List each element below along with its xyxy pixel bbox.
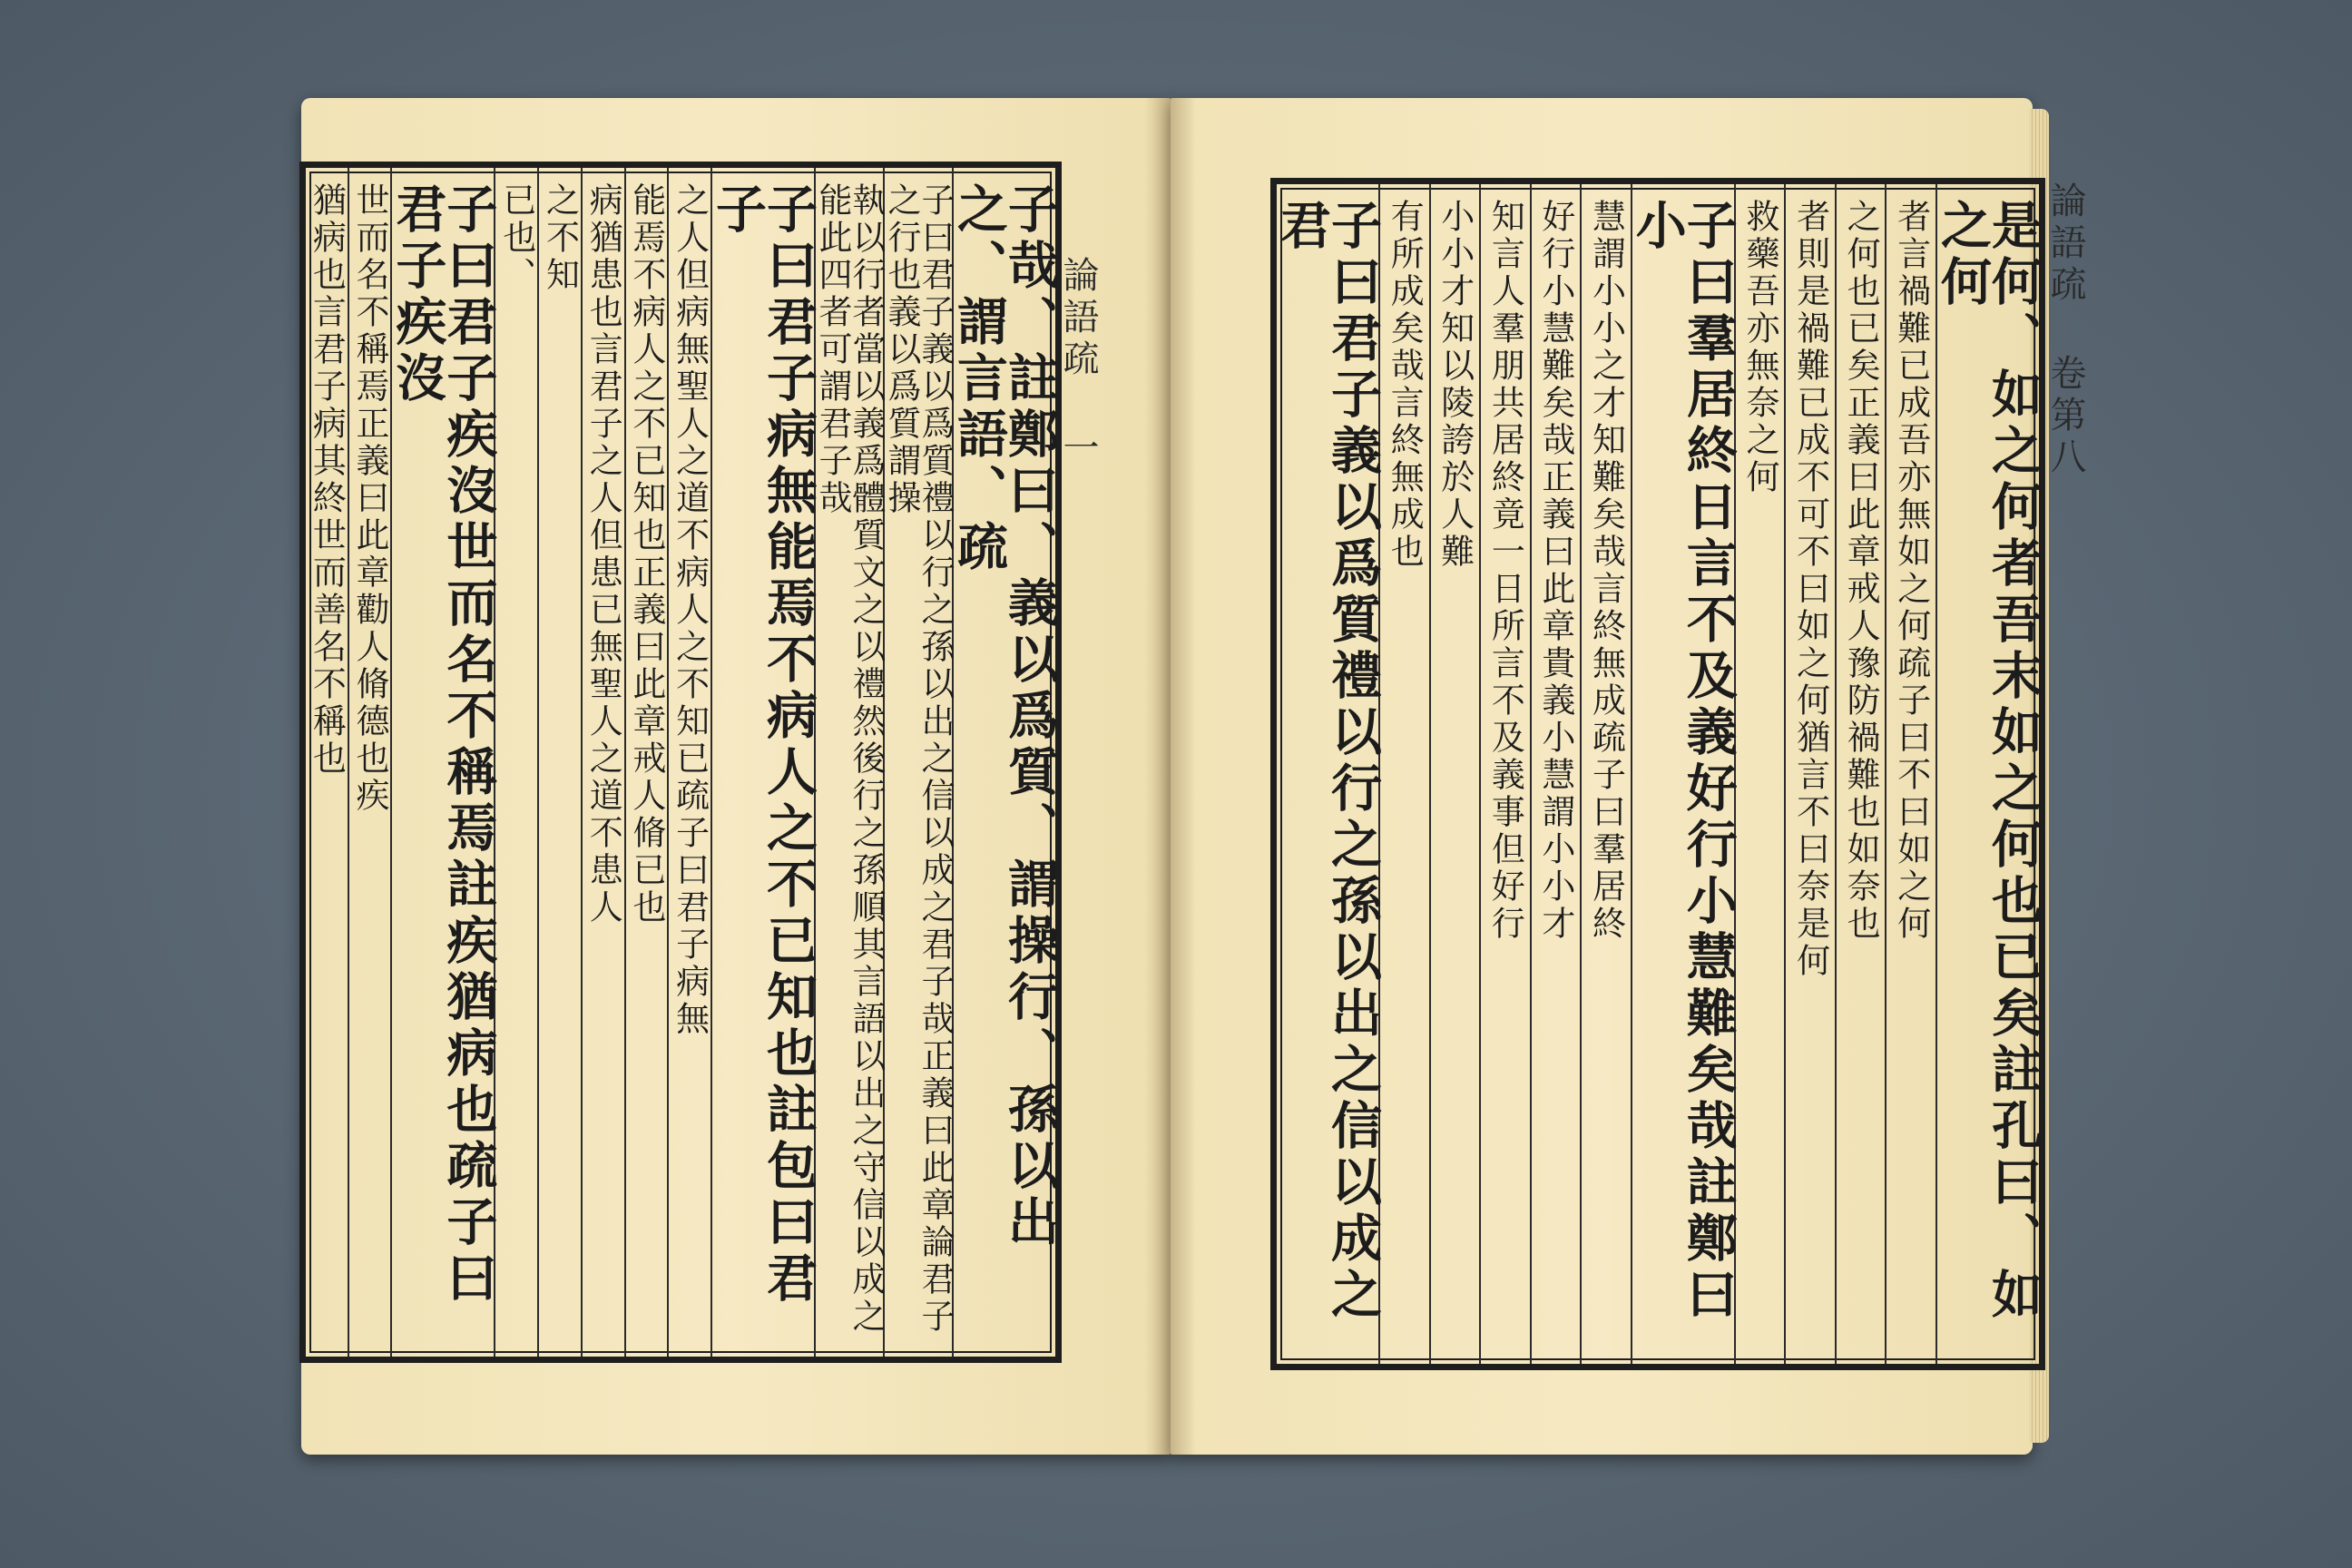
- text-column: [1271, 184, 1383, 1364]
- text-column: [1481, 184, 1532, 1364]
- main-text: 子曰君子病無能焉不病人之不已知也註包曰君子: [708, 182, 818, 1308]
- commentary-text: 小小才知以陵誇於人難: [1435, 199, 1475, 571]
- text-column: [813, 168, 886, 1357]
- text-column: [949, 168, 1060, 1357]
- text-column: [306, 168, 349, 1357]
- main-text: 子曰君子義以爲質禮以行之孫以出之信以成之君: [1271, 199, 1383, 1324]
- main-text: 子曰羣居終日言不及義好行小慧難矣哉註鄭曰小: [1627, 199, 1739, 1324]
- commentary-text: 之何也已矣正義曰此章戒人豫防禍難也如奈也: [1841, 199, 1881, 943]
- text-column: [1933, 184, 2043, 1364]
- commentary-text: 救藥吾亦無奈之何: [1740, 199, 1780, 496]
- text-column: [626, 168, 670, 1357]
- main-text: 子曰君子疾沒世而名不稱焉註疾猶病也疏子曰君子疾沒: [387, 182, 499, 1308]
- commentary-text: 世而名不稱焉正義曰此章勸人脩德也疾: [350, 182, 390, 815]
- commentary-text: 者則是禍難已成不可不曰如之何猶言不曰奈是何: [1790, 199, 1830, 980]
- commentary-text: 之不知: [540, 182, 580, 294]
- text-column: [1837, 184, 1887, 1364]
- commentary-text: 有所成矣哉言終無成也: [1385, 199, 1425, 571]
- commentary-text: 者言禍難已成吾亦無如之何疏子曰不曰如之何: [1891, 199, 1931, 943]
- text-column: [583, 168, 626, 1357]
- text-column: [1786, 184, 1837, 1364]
- commentary-text: 已也、: [496, 182, 536, 294]
- commentary-text: 執以行者當以義爲體質文之以禮然後行之孫順其言語以出之守信以成之能此四者可謂君子哉: [813, 182, 886, 1336]
- commentary-text: 猶病也言君子病其終世而善名不稱也: [307, 182, 347, 778]
- right-text-frame: [1270, 178, 2045, 1370]
- left-margin-label: 論語疏 一: [1057, 256, 1099, 470]
- left-columns: [306, 168, 1060, 1357]
- text-column: [1886, 184, 1937, 1364]
- text-column: [708, 168, 818, 1357]
- text-column: [495, 168, 539, 1357]
- text-column: [1627, 184, 1739, 1364]
- commentary-text: 之人但病無聖人之道不病人之不知已疏子曰君子病無: [670, 182, 710, 1038]
- commentary-text: 病猶患也言君子之人但患已無聖人之道不患人: [583, 182, 623, 926]
- text-column: [1582, 184, 1632, 1364]
- commentary-text: 慧謂小小之才知難矣哉言終無成疏子曰羣居終: [1586, 199, 1626, 943]
- right-margin-label: 論語疏 卷第八: [2044, 181, 2086, 479]
- text-column: [669, 168, 712, 1357]
- left-text-frame: [299, 162, 1062, 1363]
- text-column: [387, 168, 499, 1357]
- text-column: [539, 168, 583, 1357]
- commentary-text: 好行小慧難矣哉正義曰此章貴義小慧謂小小才: [1535, 199, 1575, 943]
- text-column: [349, 168, 393, 1357]
- text-column: [1736, 184, 1787, 1364]
- commentary-text: 知言人羣朋共居終竟一日所言不及義事但好行: [1485, 199, 1525, 943]
- right-columns: [1271, 184, 2043, 1364]
- text-column: [882, 168, 955, 1357]
- main-text: 是何、如之何者吾末如之何也已矣註孔曰、如之何: [1933, 199, 2043, 1324]
- text-column: [1431, 184, 1482, 1364]
- text-column: [1532, 184, 1583, 1364]
- commentary-text: 子曰君子義以爲質禮以行之孫以出之信以成之君子哉正義曰此章論君子之行也義以爲質謂操: [882, 182, 955, 1336]
- commentary-text: 能焉不病人之不已知也正義曰此章戒人脩已也: [626, 182, 666, 926]
- text-column: [1380, 184, 1431, 1364]
- main-text: 子哉、註鄭曰、義以爲質、謂操行、孫以出之、謂言語、疏: [949, 182, 1060, 1251]
